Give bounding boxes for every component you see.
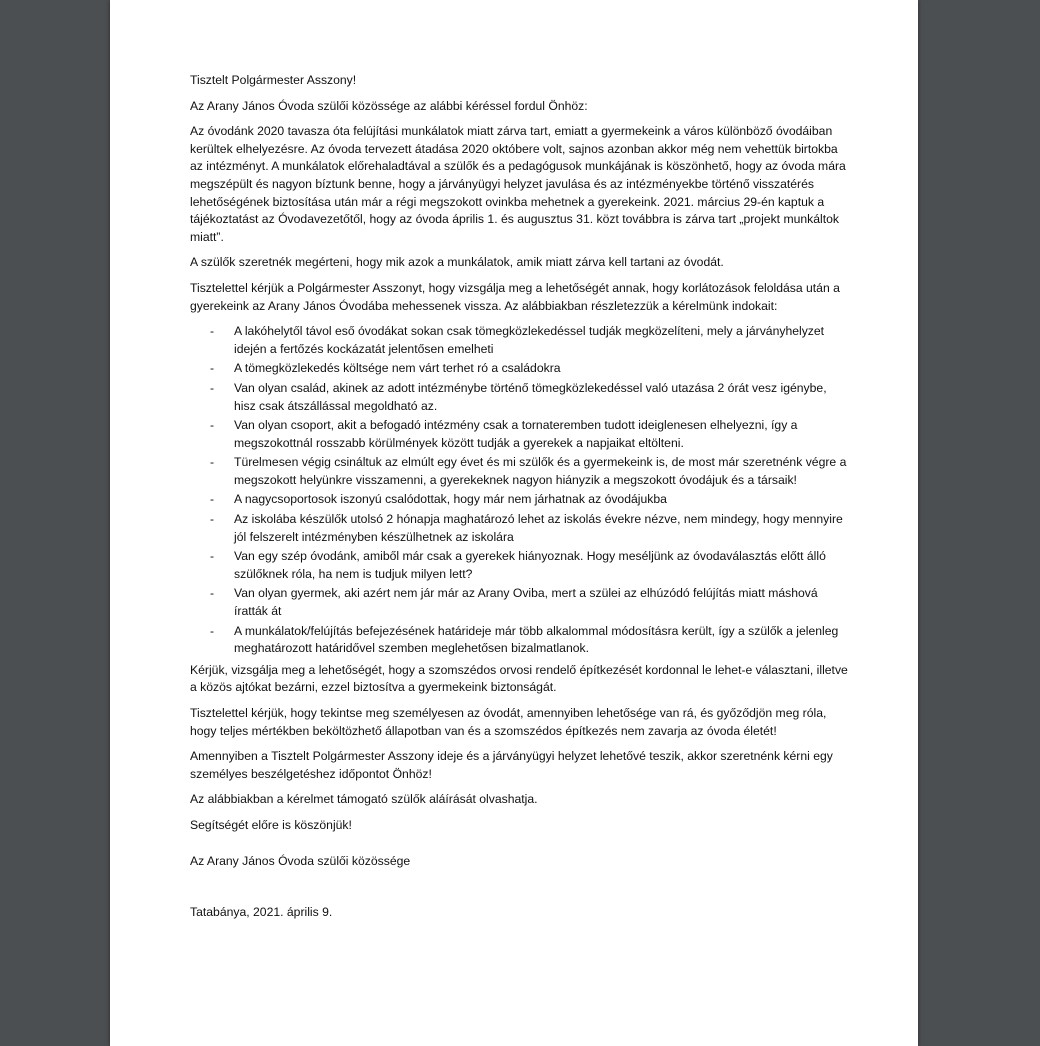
list-item: - A lakóhelytől távol eső óvodákat sokan csak tömegközlekedéssel tudják megközelíteni, mely a járványhelyzet idején a fertőzés kockázatát jelentősen emelheti (190, 323, 850, 358)
signature: Az Arany János Óvoda szülői közössége (190, 853, 411, 868)
paragraph-visit: Tisztelettel kérjük, hogy tekintse meg személyesen az óvodát, amennyiben lehetősége van rá, és győződjön meg róla, hogy teljes mértékben beköltözhető állapotban van és a szomszédos építkezés nem zavarja az óvoda életét! (190, 706, 827, 738)
salutation: Tisztelt Polgármester Asszony! (190, 73, 357, 87)
paragraph-barrier: Kérjük, vizsgálja meg a lehetőségét, hogy a szomszédos orvosi rendelő építkezését kordonnal le lehet-e választani, illetve a közös ajtókat bezárni, ezzel biztosítva a gyermekeink biztonságát. (190, 662, 848, 695)
intro-line: Az Arany János Óvoda szülői közössége az alábbi kéréssel fordul Önhöz: (190, 98, 588, 113)
closing-line: Segítségét előre is köszönjük! (190, 817, 352, 832)
paragraph-question: A szülők szeretnék megérteni, hogy mik azok a munkálatok, amik miatt zárva kell tartani az óvodát. (190, 255, 724, 270)
list-item: - A nagycsoportosok iszonyú csalódottak, hogy már nem járhatnak az óvodájukba (190, 491, 850, 509)
paragraph-meeting: Amennyiben a Tisztelt Polgármester Asszony ideje és a járványügyi helyzet lehetővé teszik, akkor szeretnénk kérni egy személyes beszélgetéshez időpontot Önhöz! (190, 749, 833, 781)
list-item: - Türelmesen végig csináltuk az elmúlt egy évet és mi szülők és a gyermekeink is, de most már szeretnénk végre a megszokott helyünkre visszamenni, a gyerekeknek nagyon hiányzik a megszokott óvodájuk és a társaik! (190, 454, 850, 489)
list-item: - A munkálatok/felújítás befejezésének határideje már több alkalommal módosításra került, így a szülők a jelenleg meghatározott határidővel szemben meglehetősen bizalmatlanok. (190, 623, 850, 658)
document-page (110, 0, 918, 1046)
letter-body (190, 72, 850, 930)
paragraph-request: Tisztelettel kérjük a Polgármester Asszonyt, hogy vizsgálja meg a lehetőségét annak, hogy korlátozások feloldása után a gyerekeink az Arany János Óvodába mehessenek vissza. Az alábbiakban részletezzük a kérelmünk indokait: (190, 280, 840, 313)
list-item: - Az iskolába készülők utolsó 2 hónapja maghatározó lehet az iskolás évekre nézve, nem mindegy, hogy mennyire jól felszerelt intézményben készülhetnek az iskolára (190, 511, 850, 546)
paragraph-signatures: Az alábbiakban a kérelmet támogató szülők aláírását olvashatja. (190, 792, 538, 807)
list-item: - Van egy szép óvodánk, amiből már csak a gyerekek hiányoznak. Hogy meséljünk az óvodaválasztás előtt álló szülőknek róla, ha nem is tudjuk milyen lett? (190, 548, 850, 583)
list-item: - A tömegközlekedés költsége nem várt terhet ró a családokra (190, 360, 850, 378)
list-item: - Van olyan gyermek, aki azért nem jár már az Arany Oviba, mert a szülei az elhúzódó felújítás miatt máshová íratták át (190, 585, 850, 620)
place-date: Tatabánya, 2021. április 9. (190, 905, 333, 920)
reasons-list (190, 323, 850, 658)
list-item: - Van olyan család, akinek az adott intézménybe történő tömegközlekedéssel való utazása 2 órát vesz igénybe, hisz csak átszállással megoldható az. (190, 380, 850, 415)
list-item: - Van olyan csoport, akit a befogadó intézmény csak a tornateremben tudott ideiglenesen elhelyezni, így a megszokottnál rosszabb körülmények között tudják a gyerekek a napjaikat eltölteni. (190, 417, 850, 452)
paragraph-situation: Az óvodánk 2020 tavasza óta felújítási munkálatok miatt zárva tart, emiatt a gyermekeink a város különböző óvodáiban kerültek elhelyezésre. Az óvoda tervezett átadása 2020 októbere volt, sajnos azonban akkor még nem vehettük birtokba az intézményt. A munkálatok előrehaladtával a szülők és a pedagógusok munkájának is köszönhető, hogy az óvoda mára megszépült és nagyon bíztunk benne, hogy a járványügyi helyzet javulása és az intézményekbe történő visszatérés lehetőségének biztosítása után már a régi megszokott ovinkba mehetnek a gyerekeink. 2021. március 29-én kaptuk a tájékoztatást az Óvodavezetőtől, hogy az óvoda április 1. és augusztus 31. közt továbbra is zárva tart „projekt munkáltok miatt”. (190, 124, 846, 244)
